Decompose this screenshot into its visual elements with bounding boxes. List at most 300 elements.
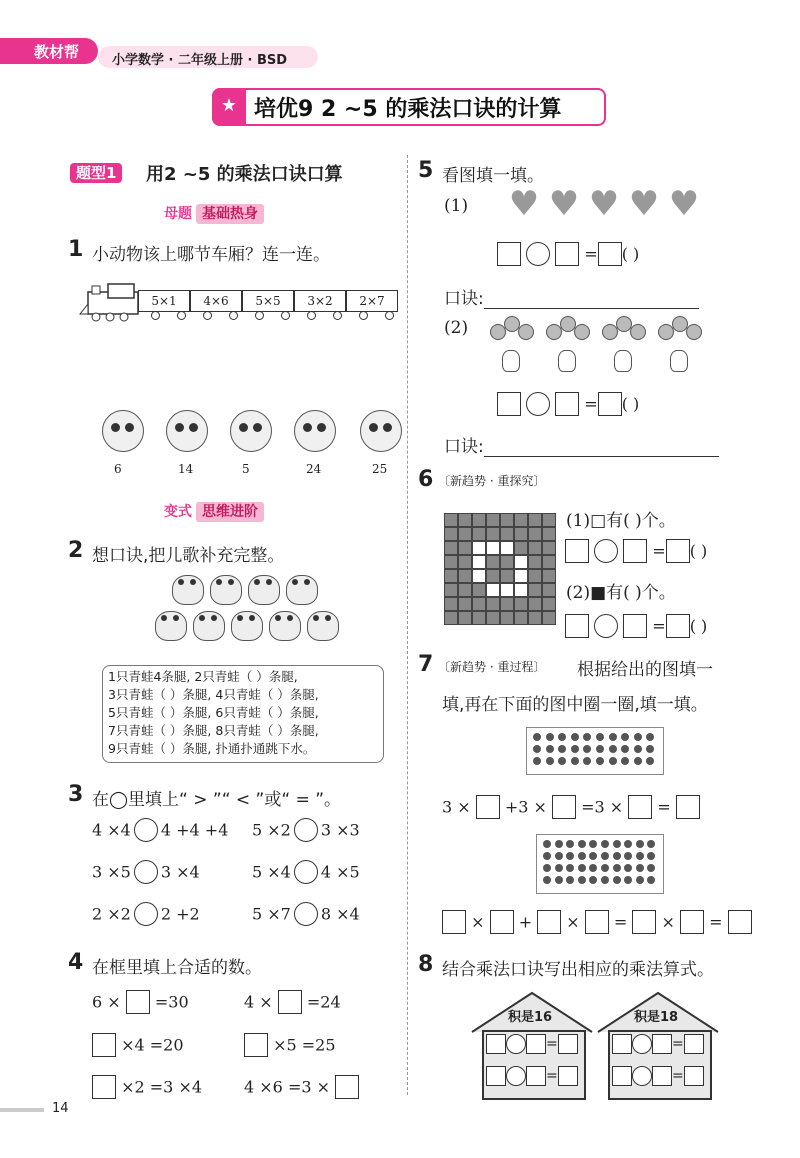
- animal-number[interactable]: 5: [242, 462, 250, 476]
- dot: [647, 876, 655, 884]
- dot: [546, 757, 554, 765]
- wheel: [203, 311, 212, 320]
- wheel: [255, 311, 264, 320]
- grid-cell: [500, 555, 514, 569]
- animal-face-icon: [230, 410, 272, 452]
- vase: [670, 350, 688, 372]
- wheel: [281, 311, 290, 320]
- answer-box[interactable]: [680, 910, 704, 934]
- operator-circle[interactable]: [526, 242, 550, 266]
- grid-cell: [472, 583, 486, 597]
- answer-box[interactable]: [666, 614, 690, 638]
- q5-number: 5: [418, 158, 434, 183]
- train-car[interactable]: [346, 290, 398, 312]
- basic-tag: [164, 203, 264, 223]
- house-1-label: 积是16: [508, 1010, 553, 1025]
- dot-array-2: [536, 834, 664, 894]
- dot: [601, 840, 609, 848]
- grid-cell: [444, 583, 458, 597]
- train-car-label: 4×6: [203, 294, 229, 308]
- dot: [589, 864, 597, 872]
- dot: [646, 733, 654, 741]
- grid-cell: [444, 513, 458, 527]
- q4-item-c: ×4 =20: [92, 1033, 184, 1057]
- answer-box[interactable]: [684, 1034, 704, 1054]
- eye: [189, 423, 198, 432]
- q7-eq1: 3 × +3 × =3 × =: [442, 795, 700, 819]
- dot: [543, 876, 551, 884]
- train-car-label: 5×5: [255, 294, 281, 308]
- dot: [613, 840, 621, 848]
- q4-item-e: ×2 =3 ×4: [92, 1075, 202, 1099]
- dot: [589, 840, 597, 848]
- eye: [111, 423, 120, 432]
- dot: [578, 852, 586, 860]
- eye: [175, 423, 184, 432]
- grid-cell: [500, 583, 514, 597]
- q6-eq1: = ( ): [565, 539, 707, 563]
- grid-cell: [500, 527, 514, 541]
- frog-eye: [254, 579, 260, 585]
- dot: [596, 757, 604, 765]
- frog-eye: [304, 579, 310, 585]
- grid-cell: [500, 541, 514, 555]
- compare-item: 5 ×2 3 ×3: [252, 818, 360, 842]
- grid-cell: [458, 569, 472, 583]
- answer-box[interactable]: [652, 1034, 672, 1054]
- dot: [589, 852, 597, 860]
- grid-cell: [486, 611, 500, 625]
- wheel: [151, 311, 160, 320]
- animal-face-icon: [294, 410, 336, 452]
- answer-box[interactable]: [278, 990, 302, 1014]
- flower-bloom: [686, 324, 702, 340]
- column-divider: [407, 155, 408, 1095]
- grid-cell: [542, 569, 556, 583]
- train-car[interactable]: [138, 290, 190, 312]
- dot: [636, 840, 644, 848]
- dot: [566, 864, 574, 872]
- frog-eye: [325, 615, 331, 621]
- house-1-eq2: =: [486, 1066, 578, 1086]
- answer-box[interactable]: [526, 1034, 546, 1054]
- house-1: [470, 990, 594, 1100]
- q6-eq2: = ( ): [565, 614, 707, 638]
- wheel: [177, 311, 186, 320]
- answer-box[interactable]: [598, 392, 622, 416]
- eye: [383, 423, 392, 432]
- grid-cell: [444, 597, 458, 611]
- grid-cell: [500, 569, 514, 583]
- animal-number[interactable]: 14: [178, 462, 194, 476]
- grid-cell: [444, 527, 458, 541]
- answer-box[interactable]: [632, 910, 656, 934]
- grid-cell: [500, 611, 514, 625]
- frog-eye: [228, 579, 234, 585]
- grid-cell: [514, 611, 528, 625]
- grid-cell: [458, 541, 472, 555]
- answer-box[interactable]: [598, 242, 622, 266]
- dot: [596, 733, 604, 741]
- q3-number: 3: [68, 782, 84, 807]
- q7-text1: 根据给出的图填一: [577, 660, 713, 680]
- answer-box[interactable]: [497, 242, 521, 266]
- answer-box[interactable]: [623, 614, 647, 638]
- answer-box[interactable]: [684, 1066, 704, 1086]
- grid-cell: [444, 541, 458, 555]
- dot: [583, 745, 591, 753]
- dot: [578, 864, 586, 872]
- answer-box[interactable]: [526, 1066, 546, 1086]
- dot: [589, 876, 597, 884]
- grid-cell: [528, 527, 542, 541]
- grid-cell: [542, 527, 556, 541]
- dot: [533, 745, 541, 753]
- grid-cell: [486, 513, 500, 527]
- grid-cell: [514, 527, 528, 541]
- q5-koujue-1: 口诀:: [444, 284, 699, 309]
- dot: [621, 733, 629, 741]
- grid-cell: [486, 569, 500, 583]
- heart-icon: ♥: [508, 184, 540, 224]
- grid-cell: [514, 583, 528, 597]
- song-line: 3只青蛙（ ）条腿, 4只青蛙（ ）条腿,: [108, 687, 319, 702]
- answer-box[interactable]: [558, 1066, 578, 1086]
- wheel: [333, 311, 342, 320]
- dot: [601, 852, 609, 860]
- eye: [317, 423, 326, 432]
- operator-circle[interactable]: [632, 1066, 652, 1086]
- grid-cell: [486, 583, 500, 597]
- q5-eq1: = ( ): [497, 242, 639, 266]
- answer-box[interactable]: [558, 1034, 578, 1054]
- answer-box[interactable]: [537, 910, 561, 934]
- answer-box[interactable]: [623, 539, 647, 563]
- answer-line[interactable]: [484, 440, 719, 457]
- train-car-label: 5×1: [151, 294, 177, 308]
- q5-eq2: = ( ): [497, 392, 639, 416]
- grid-cell: [472, 611, 486, 625]
- grid-cell: [514, 597, 528, 611]
- dot: [566, 840, 574, 848]
- answer-box[interactable]: [728, 910, 752, 934]
- grid-cell: [542, 555, 556, 569]
- grid-cell: [472, 555, 486, 569]
- grid-cell: [542, 597, 556, 611]
- dot: [555, 852, 563, 860]
- frog-icon: [269, 611, 301, 641]
- heart-icon: ♥: [628, 184, 660, 224]
- compare-item: 5 ×4 4 ×5: [252, 860, 360, 884]
- dot: [578, 876, 586, 884]
- frog-icon: [286, 575, 318, 605]
- dot: [546, 745, 554, 753]
- eye: [303, 423, 312, 432]
- compare-circle[interactable]: [134, 902, 158, 926]
- grid-cell: [514, 541, 528, 555]
- grid-cell: [486, 541, 500, 555]
- train-car[interactable]: [190, 290, 242, 312]
- frog-group: [150, 575, 350, 650]
- answer-box[interactable]: [565, 614, 589, 638]
- frog-icon: [307, 611, 339, 641]
- wheel: [359, 311, 368, 320]
- page-number: 14: [52, 1101, 69, 1116]
- q8-text: 结合乘法口诀写出相应的乘法算式。: [442, 960, 714, 980]
- heart-icon: ♥: [588, 184, 620, 224]
- q1-text: 小动物该上哪节车厢？连一连。: [92, 245, 330, 265]
- dot: [609, 745, 617, 753]
- dot: [636, 852, 644, 860]
- grid-cell: [528, 569, 542, 583]
- dot: [543, 840, 551, 848]
- q4-number: 4: [68, 950, 84, 975]
- frog-eye: [216, 579, 222, 585]
- answer-box[interactable]: [486, 1066, 506, 1086]
- heart-group: [506, 184, 706, 224]
- train-car-label: 3×2: [307, 294, 333, 308]
- train-engine: [78, 282, 140, 322]
- compare-item: 2 ×2 2 +2: [92, 902, 200, 926]
- answer-box[interactable]: [486, 1034, 506, 1054]
- dot: [634, 745, 642, 753]
- operator-circle[interactable]: [594, 539, 618, 563]
- answer-box[interactable]: [92, 1033, 116, 1057]
- train-car[interactable]: [242, 290, 294, 312]
- grid-cell: [542, 583, 556, 597]
- q5-part2-label: (2): [444, 318, 469, 338]
- grid-cell: [472, 513, 486, 527]
- basic-tag-b: 基础热身: [196, 204, 264, 224]
- dot: [613, 852, 621, 860]
- frog-eye: [173, 615, 179, 621]
- dot: [583, 733, 591, 741]
- page-number-bar: [0, 1108, 44, 1112]
- dot: [601, 864, 609, 872]
- eye: [239, 423, 248, 432]
- q4-item-f: 4 ×6 =3 ×: [244, 1075, 359, 1099]
- flower-vase-icon: [542, 316, 590, 372]
- flower-group: [486, 316, 706, 376]
- flower-vase-icon: [486, 316, 534, 372]
- house-2-eq2: =: [612, 1066, 704, 1086]
- animal-number[interactable]: 6: [114, 462, 122, 476]
- answer-box[interactable]: [244, 1033, 268, 1057]
- grid-cell: [528, 597, 542, 611]
- animal-face-icon: [102, 410, 144, 452]
- compare-item: 4 ×4 4 +4 +4: [92, 818, 228, 842]
- answer-box[interactable]: [335, 1075, 359, 1099]
- frog-eye: [292, 579, 298, 585]
- answer-box[interactable]: [585, 910, 609, 934]
- answer-box[interactable]: [555, 392, 579, 416]
- grid-cell: [458, 611, 472, 625]
- answer-box[interactable]: [552, 795, 576, 819]
- vase: [558, 350, 576, 372]
- frog-eye: [266, 579, 272, 585]
- grid-cell: [458, 513, 472, 527]
- answer-box[interactable]: [476, 795, 500, 819]
- star-icon: ★: [212, 88, 246, 126]
- frog-eye: [211, 615, 217, 621]
- answer-box[interactable]: [442, 910, 466, 934]
- grid-cell: [472, 541, 486, 555]
- dot: [578, 840, 586, 848]
- dot: [543, 852, 551, 860]
- dot: [571, 745, 579, 753]
- operator-circle[interactable]: [506, 1034, 526, 1054]
- operator-circle[interactable]: [526, 392, 550, 416]
- animal-number[interactable]: 25: [372, 462, 388, 476]
- dot: [566, 852, 574, 860]
- grid-cell: [528, 583, 542, 597]
- dot: [647, 840, 655, 848]
- dot: [571, 757, 579, 765]
- answer-box[interactable]: [612, 1066, 632, 1086]
- dot: [533, 733, 541, 741]
- q6-number: 6: [418, 467, 434, 492]
- answer-box[interactable]: [126, 990, 150, 1014]
- page-title: 培优9 2 ~5 的乘法口诀的计算: [254, 97, 562, 122]
- dot: [613, 864, 621, 872]
- q5-text: 看图填一填。: [442, 166, 544, 186]
- train-cars: [138, 290, 400, 316]
- heart-icon: ♥: [668, 184, 700, 224]
- operator-circle[interactable]: [506, 1066, 526, 1086]
- pattern-grid: [444, 513, 556, 625]
- frog-eye: [249, 615, 255, 621]
- answer-box[interactable]: [565, 539, 589, 563]
- answer-box[interactable]: [612, 1034, 632, 1054]
- vase: [614, 350, 632, 372]
- q4-item-a: 6 × =30: [92, 990, 189, 1014]
- grid-cell: [458, 583, 472, 597]
- train-car[interactable]: [294, 290, 346, 312]
- house-1-eq1: =: [486, 1034, 578, 1054]
- frog-eye: [161, 615, 167, 621]
- variant-tag-b: 思维进阶: [196, 502, 264, 522]
- frog-eye: [190, 579, 196, 585]
- grid-cell: [528, 513, 542, 527]
- grid-cell: [458, 527, 472, 541]
- frog-eye: [313, 615, 319, 621]
- answer-box[interactable]: [666, 539, 690, 563]
- wheel: [385, 311, 394, 320]
- grid-cell: [444, 611, 458, 625]
- operator-circle[interactable]: [632, 1034, 652, 1054]
- frog-icon: [248, 575, 280, 605]
- frog-icon: [172, 575, 204, 605]
- animal-number[interactable]: 24: [306, 462, 322, 476]
- grid-cell: [528, 541, 542, 555]
- song-line: 9只青蛙（ ）条腿, 扑通扑通跳下水。: [108, 741, 316, 756]
- q3-items: [92, 818, 392, 948]
- animal-row: [94, 410, 394, 480]
- compare-circle[interactable]: [294, 902, 318, 926]
- dot: [555, 864, 563, 872]
- q7-number: 7: [418, 652, 434, 677]
- q3-text: 在◯里填上“ > ”“ < ”或“ = ”。: [92, 790, 342, 810]
- song-line: 7只青蛙（ ）条腿, 8只青蛙（ ）条腿,: [108, 723, 319, 738]
- q7-eq2: × + × = × =: [442, 910, 752, 934]
- dot: [558, 757, 566, 765]
- q5-koujue-2: 口诀:: [444, 432, 719, 457]
- answer-line[interactable]: [484, 292, 699, 309]
- dot: [636, 876, 644, 884]
- grid-cell: [528, 611, 542, 625]
- dot-array-1: [526, 727, 664, 775]
- frog-eye: [287, 615, 293, 621]
- dot: [566, 876, 574, 884]
- grid-cell: [542, 513, 556, 527]
- answer-box[interactable]: [628, 795, 652, 819]
- grid-cell: [486, 527, 500, 541]
- compare-circle[interactable]: [134, 860, 158, 884]
- dot: [646, 757, 654, 765]
- compare-circle[interactable]: [294, 860, 318, 884]
- q2-number: 2: [68, 538, 84, 563]
- q6-tag: 〔新趋势 · 重探究〕: [438, 474, 546, 488]
- compare-item: 5 ×7 8 ×4: [252, 902, 360, 926]
- wheel: [229, 311, 238, 320]
- compare-circle[interactable]: [294, 818, 318, 842]
- operator-circle[interactable]: [594, 614, 618, 638]
- compare-circle[interactable]: [134, 818, 158, 842]
- dot: [555, 876, 563, 884]
- q1-number: 1: [68, 237, 84, 262]
- dot: [647, 852, 655, 860]
- song-lines: [108, 668, 319, 758]
- answer-box[interactable]: [490, 910, 514, 934]
- flower-vase-icon: [654, 316, 702, 372]
- answer-box[interactable]: [652, 1066, 672, 1086]
- dot: [646, 745, 654, 753]
- song-line: 1只青蛙4条腿, 2只青蛙（ ）条腿,: [108, 669, 298, 684]
- frog-icon: [210, 575, 242, 605]
- variant-tag-a: 变式: [164, 504, 192, 520]
- answer-box[interactable]: [555, 242, 579, 266]
- dot: [533, 757, 541, 765]
- answer-box[interactable]: [92, 1075, 116, 1099]
- q6-s1: (1)□有( )个。: [566, 511, 676, 531]
- q4-item-b: 4 × =24: [244, 990, 341, 1014]
- frog-icon: [155, 611, 187, 641]
- grid-cell: [458, 597, 472, 611]
- flower-vase-icon: [598, 316, 646, 372]
- grid-cell: [486, 555, 500, 569]
- dot: [546, 733, 554, 741]
- house-2: [596, 990, 720, 1100]
- grid-cell: [472, 569, 486, 583]
- frog-icon: [231, 611, 263, 641]
- dot: [543, 864, 551, 872]
- house-2-label: 积是18: [634, 1010, 679, 1025]
- dot: [555, 840, 563, 848]
- dot: [583, 757, 591, 765]
- vase: [502, 350, 520, 372]
- grid-cell: [444, 569, 458, 583]
- flower-bloom: [630, 324, 646, 340]
- animal-face-icon: [360, 410, 402, 452]
- grid-cell: [472, 597, 486, 611]
- answer-box[interactable]: [497, 392, 521, 416]
- answer-box[interactable]: [676, 795, 700, 819]
- section-tag: [70, 162, 122, 183]
- eye: [125, 423, 134, 432]
- frog-icon: [193, 611, 225, 641]
- grid-cell: [514, 569, 528, 583]
- house-2-eq1: =: [612, 1034, 704, 1054]
